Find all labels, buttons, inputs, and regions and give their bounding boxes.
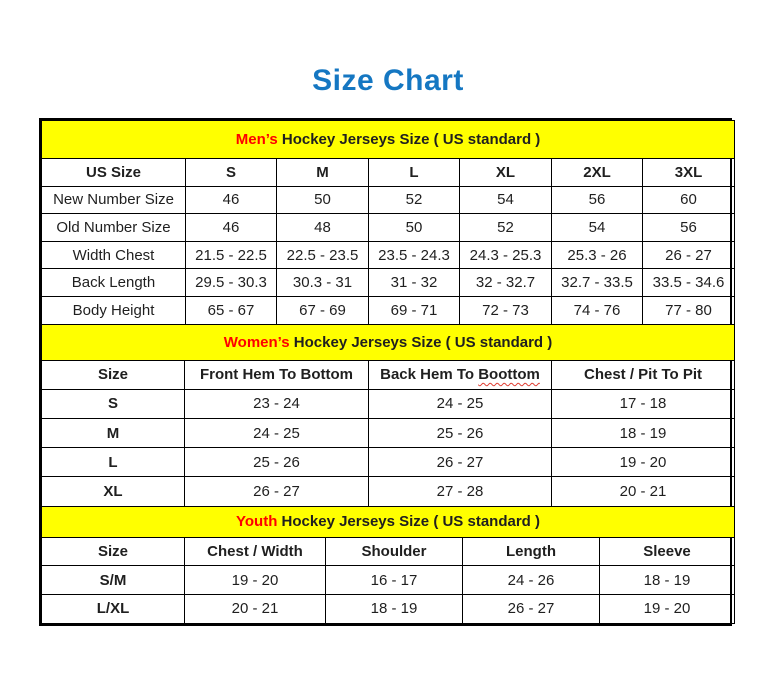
- column-header: Back Hem To Boottom: [369, 360, 552, 389]
- cell: 26 - 27: [185, 477, 369, 506]
- cell: 65 - 67: [186, 296, 277, 324]
- cell: 25 - 26: [185, 448, 369, 477]
- cell: 18 - 19: [552, 418, 735, 447]
- row-label: S: [42, 389, 185, 418]
- cell: 33.5 - 34.6: [643, 269, 735, 297]
- column-header: Sleeve: [600, 537, 735, 566]
- column-header: US Size: [42, 159, 186, 187]
- cell: 52: [369, 186, 460, 214]
- cell: 72 - 73: [460, 296, 552, 324]
- cell: 25.3 - 26: [552, 241, 643, 269]
- column-header: Shoulder: [326, 537, 463, 566]
- section-title-highlight: Women’s: [223, 333, 290, 351]
- page-title: Size Chart: [312, 64, 464, 97]
- row-label: Back Length: [42, 269, 186, 297]
- column-header: Size: [42, 360, 185, 389]
- cell: 16 - 17: [326, 566, 463, 595]
- cell: 29.5 - 30.3: [186, 269, 277, 297]
- cell: 54: [460, 186, 552, 214]
- cell: 52: [460, 214, 552, 242]
- column-header: S: [186, 159, 277, 187]
- cell: 31 - 32: [369, 269, 460, 297]
- row-label: Body Height: [42, 296, 186, 324]
- cell: 30.3 - 31: [277, 269, 369, 297]
- section-title-highlight: Youth: [236, 513, 278, 530]
- cell: 69 - 71: [369, 296, 460, 324]
- youth-section-title: Youth Hockey Jerseys Size ( US standard ): [42, 506, 735, 537]
- cell: 19 - 20: [552, 448, 735, 477]
- womens-size-table: [41, 324, 735, 507]
- youth-size-table: [41, 506, 735, 624]
- cell: 23.5 - 24.3: [369, 241, 460, 269]
- cell: 24.3 - 25.3: [460, 241, 552, 269]
- youth-header-row: [42, 537, 735, 566]
- cell: 50: [369, 214, 460, 242]
- column-header: Chest / Pit To Pit: [552, 360, 735, 389]
- mens-header-row: [42, 159, 735, 187]
- mens-section-title: Men’s Hockey Jerseys Size ( US standard ): [42, 121, 735, 159]
- cell: 24 - 26: [463, 566, 600, 595]
- cell: 50: [277, 186, 369, 214]
- cell: 20 - 21: [552, 477, 735, 506]
- column-header: M: [277, 159, 369, 187]
- column-header: 3XL: [643, 159, 735, 187]
- table-row: [42, 241, 735, 269]
- cell: 26 - 27: [643, 241, 735, 269]
- cell: 56: [552, 186, 643, 214]
- table-row: [42, 477, 735, 506]
- table-row: [42, 296, 735, 324]
- cell: 19 - 20: [600, 595, 735, 624]
- column-header: L: [369, 159, 460, 187]
- column-header: Length: [463, 537, 600, 566]
- womens-section-title: Women’s Hockey Jerseys Size ( US standard ): [42, 324, 735, 360]
- cell: 32 - 32.7: [460, 269, 552, 297]
- row-label: L/XL: [42, 595, 185, 624]
- cell: 22.5 - 23.5: [277, 241, 369, 269]
- table-row: [42, 186, 735, 214]
- row-label: New Number Size: [42, 186, 186, 214]
- cell: 24 - 25: [185, 418, 369, 447]
- cell: 24 - 25: [369, 389, 552, 418]
- table-row: [42, 389, 735, 418]
- cell: 19 - 20: [185, 566, 326, 595]
- cell: 56: [643, 214, 735, 242]
- row-label: Width Chest: [42, 241, 186, 269]
- cell: 67 - 69: [277, 296, 369, 324]
- cell: 46: [186, 214, 277, 242]
- cell: 21.5 - 22.5: [186, 241, 277, 269]
- table-row: [42, 566, 735, 595]
- table-row: [42, 448, 735, 477]
- row-label: L: [42, 448, 185, 477]
- cell: 46: [186, 186, 277, 214]
- cell: 27 - 28: [369, 477, 552, 506]
- cell: 25 - 26: [369, 418, 552, 447]
- cell: 60: [643, 186, 735, 214]
- section-title-highlight: Men’s: [235, 131, 278, 148]
- size-tables-container: [39, 118, 732, 626]
- column-header: 2XL: [552, 159, 643, 187]
- cell: 18 - 19: [326, 595, 463, 624]
- table-row: [42, 269, 735, 297]
- cell: 77 - 80: [643, 296, 735, 324]
- row-label: M: [42, 418, 185, 447]
- row-label: XL: [42, 477, 185, 506]
- column-header: Size: [42, 537, 185, 566]
- cell: 54: [552, 214, 643, 242]
- table-row: [42, 214, 735, 242]
- mens-size-table: [41, 120, 735, 325]
- row-label: Old Number Size: [42, 214, 186, 242]
- row-label: S/M: [42, 566, 185, 595]
- cell: 26 - 27: [463, 595, 600, 624]
- cell: 48: [277, 214, 369, 242]
- cell: 26 - 27: [369, 448, 552, 477]
- table-row: [42, 418, 735, 447]
- cell: 23 - 24: [185, 389, 369, 418]
- cell: 74 - 76: [552, 296, 643, 324]
- column-header: Chest / Width: [185, 537, 326, 566]
- cell: 20 - 21: [185, 595, 326, 624]
- cell: 17 - 18: [552, 389, 735, 418]
- cell: 32.7 - 33.5: [552, 269, 643, 297]
- misspelled-word: Boottom: [478, 366, 540, 384]
- column-header: XL: [460, 159, 552, 187]
- womens-header-row: [42, 360, 735, 389]
- cell: 18 - 19: [600, 566, 735, 595]
- column-header: Front Hem To Bottom: [185, 360, 369, 389]
- table-row: [42, 595, 735, 624]
